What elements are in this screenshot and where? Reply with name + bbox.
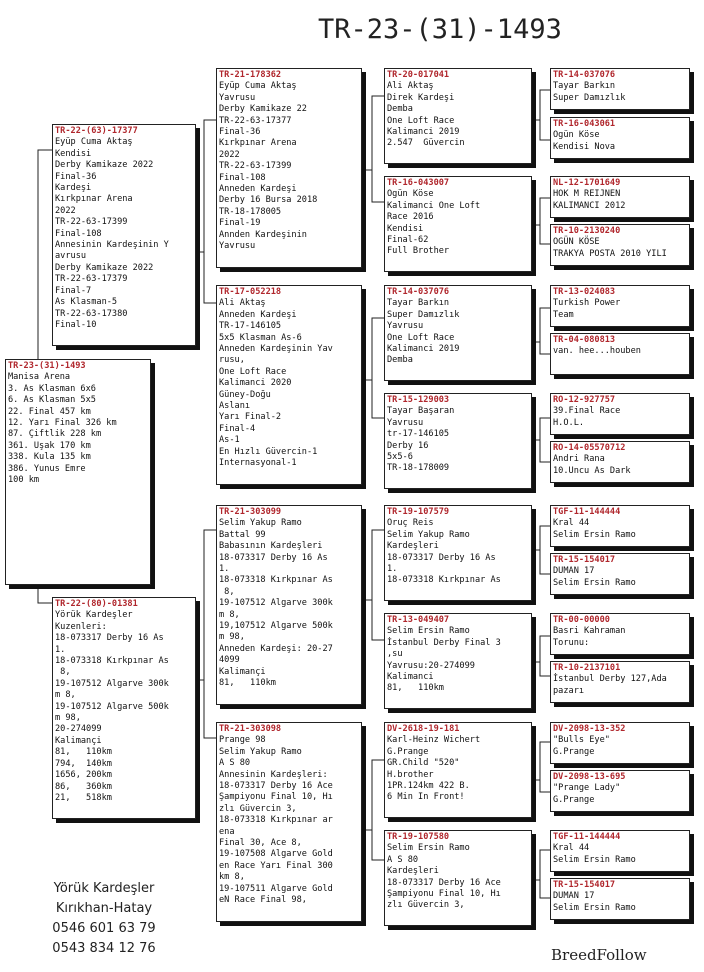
note-line: TR-18-178005 <box>219 206 282 217</box>
gg-grandparent-card-14[interactable] <box>550 770 690 812</box>
breeder-contact <box>44 879 164 959</box>
note-line: Manisa Arena <box>8 372 71 383</box>
note-line: Turkish Power <box>553 298 621 309</box>
note-line: Kendisi <box>55 148 92 159</box>
note-line: Kalimançi <box>55 735 102 746</box>
note-line: 18-073317 Derby 16 As <box>219 552 328 563</box>
note-line: Full Brother <box>387 246 450 257</box>
gg-grandparent-card-16[interactable] <box>550 878 690 920</box>
note-line: Ali Aktaş <box>219 298 266 309</box>
note-line: Final 30, Ace 8, <box>219 838 302 849</box>
note-line: Derby 16 <box>387 440 429 451</box>
note-line: Ogün Köse <box>553 130 600 141</box>
note-line: avrusu <box>55 251 87 262</box>
great-grandparent-card-8[interactable] <box>384 830 532 926</box>
note-line: Aslanı <box>219 401 251 412</box>
note-line: 19-107512 Algarve 300k <box>219 598 333 609</box>
ring-number: TR-23-(31)-1493 <box>8 361 86 371</box>
sire-sire-card[interactable] <box>216 68 362 268</box>
note-line: G.Prange <box>387 746 429 757</box>
note-line: m 98, <box>55 713 81 724</box>
note-line: Super Damızlık <box>553 92 626 103</box>
ring-number: TR-20-017041 <box>387 70 450 80</box>
note-line: Final-62 <box>387 235 429 246</box>
note-line: Kardeşleri <box>387 541 439 552</box>
gg-grandparent-card-2[interactable] <box>550 117 690 159</box>
note-line: Kalimançi <box>219 666 266 677</box>
note-line: km 8, <box>219 872 245 883</box>
note-line: en Race Yarı Final 300 <box>219 860 333 871</box>
ring-number: TR-16-043061 <box>553 119 616 129</box>
note-line: Anneden Kardeşi <box>219 184 297 195</box>
gg-grandparent-card-1[interactable] <box>550 68 690 110</box>
great-grandparent-card-3[interactable] <box>384 285 532 381</box>
note-line: KALIMANCI 2012 <box>553 200 626 211</box>
card-notes <box>553 81 687 104</box>
note-line: Kalimanci <box>387 672 434 683</box>
note-line: 18-073318 Kırkpınar As <box>387 575 501 586</box>
card-notes <box>553 626 687 649</box>
note-line: Selim Yakup Ramo <box>219 518 302 529</box>
card-notes <box>387 189 529 257</box>
note-line: Final-36 <box>219 127 261 138</box>
note-line: Final-19 <box>219 218 261 229</box>
dam-sire-card[interactable] <box>216 505 362 705</box>
note-line: Selim Ersin Ramo <box>553 529 636 540</box>
note-line: Tayar Barkın <box>553 81 616 92</box>
card-notes <box>387 406 529 474</box>
card-notes <box>553 298 687 321</box>
ring-number: NL-12-1701649 <box>553 178 621 188</box>
note-line: TR-22-63-17380 <box>55 308 128 319</box>
breeder-name: Yörük Kardeşler <box>53 881 155 896</box>
note-line: 100 km <box>8 475 40 486</box>
note-line: Derby Kamikaze 22 <box>219 104 307 115</box>
note-line: Kral 44 <box>553 518 590 529</box>
card-notes <box>553 843 687 866</box>
card-notes <box>553 518 687 541</box>
card-notes <box>553 735 687 758</box>
note-line: 6. As Klasman 5x5 <box>8 395 96 406</box>
note-line: Kırkpınar Arena <box>219 138 297 149</box>
great-grandparent-card-6[interactable] <box>384 613 532 709</box>
ring-number: DV-2098-13-352 <box>553 724 626 734</box>
sire-dam-card[interactable] <box>216 285 362 485</box>
note-line: eN Race Final 98, <box>219 895 307 906</box>
note-line: As Klasman-5 <box>55 297 118 308</box>
note-line: TR-22-63-17399 <box>219 161 292 172</box>
note-line: Şampiyonu Final 10, Hı <box>387 889 501 900</box>
note-line: 22. Final 457 km <box>8 406 91 417</box>
phone-number-2: 0543 834 12 76 <box>52 941 156 956</box>
ring-number: RO-12-927757 <box>553 395 616 405</box>
note-line: A S 80 <box>387 854 419 865</box>
note-line: A S 80 <box>219 758 251 769</box>
note-line: Kalimanci 2019 <box>387 344 460 355</box>
ring-number: DV-2098-13-695 <box>553 772 626 782</box>
note-line: 6 Min In Front! <box>387 792 465 803</box>
note-line: 12. Yarı Final 326 km <box>8 418 117 429</box>
subject-card[interactable] <box>5 359 151 585</box>
note-line: 81, 110km <box>219 678 276 689</box>
card-notes <box>553 566 687 589</box>
note-line: H.O.L. <box>553 417 585 428</box>
gg-grandparent-card-15[interactable] <box>550 830 690 872</box>
note-line: Yavrusu <box>219 241 256 252</box>
note-line: Ali Aktaş <box>387 81 434 92</box>
ring-number: TR-00-00000 <box>553 615 610 625</box>
note-line: İstanbul Derby 127,Ada <box>553 674 667 685</box>
note-line: Ogün Köse <box>387 189 434 200</box>
note-line: TR-22-63-17377 <box>219 115 292 126</box>
breeder-location: Kırıkhan-Hatay <box>55 901 153 916</box>
note-line: HOK M REIJNEN <box>553 189 621 200</box>
ring-number: TR-22-(80)-01381 <box>55 599 138 609</box>
ring-number: TR-15-129003 <box>387 395 450 405</box>
card-notes <box>553 783 687 806</box>
phone-number-1: 0546 601 63 79 <box>52 921 156 936</box>
note-line: TR-22-63-17399 <box>55 217 128 228</box>
note-line: 1656, 200km <box>55 770 112 781</box>
note-line: Kuzenleri: <box>55 621 107 632</box>
note-line: 5x5-6 <box>387 452 413 463</box>
note-line: 18-073318 Kırkpınar As <box>55 656 169 667</box>
note-line: As-1 <box>219 435 240 446</box>
card-notes <box>219 81 359 252</box>
note-line: 19-107511 Algarve Gold <box>219 883 333 894</box>
ring-number: TR-10-2137101 <box>553 663 621 673</box>
note-line: Tayar Başaran <box>387 406 455 417</box>
note-line: 81, 110km <box>387 683 444 694</box>
note-line: m 8, <box>219 609 240 620</box>
note-line: DUMAN 17 <box>553 566 595 577</box>
note-line: 86, 360km <box>55 781 112 792</box>
note-line: Anneden Kardeşi <box>219 309 297 320</box>
great-grandparent-card-5[interactable] <box>384 505 532 601</box>
note-line: Kalimanci 2020 <box>219 378 292 389</box>
ring-number: TR-15-154017 <box>553 880 616 890</box>
note-line: Selim Ersin Ramo <box>553 902 636 913</box>
card-notes <box>553 891 687 914</box>
note-line: Yörük Kardeşler <box>55 610 133 621</box>
note-line: 338. Kula 135 km <box>8 452 91 463</box>
note-line: 4099 <box>219 655 240 666</box>
note-line: 8, <box>219 586 235 597</box>
note-line: Eyüp Cuma Aktaş <box>219 81 297 92</box>
ring-number: TR-15-154017 <box>553 555 616 565</box>
note-line: 20-274099 <box>55 724 102 735</box>
note-line: 10.Uncu As Dark <box>553 465 631 476</box>
note-line: m 98, <box>219 632 245 643</box>
note-line: 39.Final Race <box>553 406 621 417</box>
gg-grandparent-card-12[interactable] <box>550 661 690 703</box>
note-line: Güney-Doğu <box>219 389 271 400</box>
note-line: Final-7 <box>55 285 92 296</box>
note-line: 1PR.124km 422 B. <box>387 781 470 792</box>
note-line: Yavrusu <box>387 417 424 428</box>
ring-number: TR-04-080813 <box>553 335 616 345</box>
note-line: Yavrusu <box>219 92 256 103</box>
note-line: Selim Ersin Ramo <box>387 626 470 637</box>
note-line: Tayar Barkın <box>387 298 450 309</box>
note-line: Derby 16 Bursa 2018 <box>219 195 318 206</box>
note-line: m 8, <box>55 690 76 701</box>
ring-number: TR-21-303099 <box>219 507 282 517</box>
note-line: Andri Rana <box>553 454 605 465</box>
note-line: İstanbul Derby Final 3 <box>387 637 501 648</box>
note-line: Internasyonal-1 <box>219 458 297 469</box>
note-line: Final-10 <box>55 319 97 330</box>
ring-number: TR-14-037076 <box>553 70 616 80</box>
note-line: 1. <box>219 564 230 575</box>
note-line: Torunu: <box>553 637 590 648</box>
note-line: One Loft Race <box>387 115 455 126</box>
ring-number: TR-10-2130240 <box>553 226 621 236</box>
note-line: 2022 <box>219 149 240 160</box>
note-line: Yavrusu:20-274099 <box>387 660 475 671</box>
note-line: 18-073317 Derby 16 Ace <box>387 877 501 888</box>
note-line: Selim Ersin Ramo <box>553 854 636 865</box>
card-notes <box>387 735 529 803</box>
note-line: Demba <box>387 355 413 366</box>
dam-dam-card[interactable] <box>216 722 362 922</box>
note-line: 19-107508 Algarve Gold <box>219 849 333 860</box>
ring-number: TR-17-052218 <box>219 287 282 297</box>
card-notes <box>553 346 687 357</box>
note-line: Kırkpınar Arena <box>55 194 133 205</box>
card-notes <box>387 298 529 366</box>
note-line: Kral 44 <box>553 843 590 854</box>
note-line: Kardeşi <box>55 183 92 194</box>
note-line: 19,107512 Algarve 500k <box>219 621 333 632</box>
ring-number: TR-21-178362 <box>219 70 282 80</box>
note-line: Prange 98 <box>219 735 266 746</box>
card-notes <box>387 843 529 911</box>
note-line: 81, 110km <box>55 747 112 758</box>
gg-grandparent-card-7[interactable] <box>550 393 690 435</box>
brand-logo-text: BreedFollow <box>551 946 647 964</box>
card-notes <box>8 372 148 486</box>
gg-grandparent-card-8[interactable] <box>550 441 690 483</box>
note-line: TR-22-63-17379 <box>55 274 128 285</box>
note-line: ena <box>219 826 235 837</box>
gg-grandparent-card-6[interactable] <box>550 333 690 375</box>
note-line: OGÜN KÖSE <box>553 237 600 248</box>
note-line: Selim Yakup Ramo <box>219 746 302 757</box>
note-line: Final-4 <box>219 423 256 434</box>
note-line: One Loft Race <box>219 366 287 377</box>
note-line: 87. Çiftlik 228 km <box>8 429 102 440</box>
card-notes <box>219 735 359 906</box>
note-line: G.Prange <box>553 746 595 757</box>
note-line: 18-073318 Kırkpınar As <box>219 575 333 586</box>
card-notes <box>553 130 687 153</box>
note-line: "Bulls Eye" <box>553 735 610 746</box>
gg-grandparent-card-10[interactable] <box>550 553 690 595</box>
card-notes <box>553 189 687 212</box>
note-line: Super Damızlık <box>387 309 460 320</box>
note-line: Kardeşleri <box>387 866 439 877</box>
note-line: 386. Yunus Emre <box>8 463 86 474</box>
ring-number: TR-21-303098 <box>219 724 282 734</box>
note-line: Anneden Kardeşi: 20-27 <box>219 643 333 654</box>
note-line: 5x5 Klasman As-6 <box>219 332 302 343</box>
card-notes <box>387 81 529 149</box>
card-notes <box>553 237 687 260</box>
note-line: 18-073318 Kırkpınar ar <box>219 815 333 826</box>
ring-number: TR-22-(63)-17377 <box>55 126 138 136</box>
note-line: Direk Kardeşi <box>387 92 455 103</box>
note-line: zlı Güvercin 3, <box>219 803 297 814</box>
gg-grandparent-card-3[interactable] <box>550 176 690 218</box>
note-line: 21, 518km <box>55 792 112 803</box>
note-line: TRAKYA POSTA 2010 YILI <box>553 248 667 259</box>
note-line: Team <box>553 309 574 320</box>
note-line: Yarı Final-2 <box>219 412 282 423</box>
note-line: Kendisi <box>387 223 424 234</box>
note-line: 8, <box>55 667 71 678</box>
card-notes <box>387 626 529 694</box>
card-notes <box>553 454 687 477</box>
note-line: H.brother <box>387 769 434 780</box>
note-line: Derby Kamikaze 2022 <box>55 262 154 273</box>
card-notes <box>553 674 687 697</box>
note-line: Final-108 <box>55 228 102 239</box>
note-line: Anneden Kardeşinin Yav <box>219 344 333 355</box>
ring-number: DV-2618-19-181 <box>387 724 460 734</box>
note-line: DUMAN 17 <box>553 891 595 902</box>
note-line: Kalimanci One Loft <box>387 200 481 211</box>
note-line: 3. As Klasman 6x6 <box>8 383 96 394</box>
note-line: G.Prange <box>553 794 595 805</box>
note-line: Battal 99 <box>219 529 266 540</box>
note-line: Selim Ersin Ramo <box>553 577 636 588</box>
card-notes <box>553 406 687 429</box>
card-notes <box>387 518 529 586</box>
note-line: Şampiyonu Final 10, Hı <box>219 792 333 803</box>
note-line: Selim Yakup Ramo <box>387 529 470 540</box>
note-line: 1. <box>55 644 66 655</box>
card-notes <box>55 610 193 804</box>
ring-number: TR-19-107580 <box>387 832 450 842</box>
note-line: 361. Uşak 170 km <box>8 440 91 451</box>
great-grandparent-card-2[interactable] <box>384 176 532 272</box>
note-line: 2022 <box>55 205 76 216</box>
note-line: zlı Güvercin 3, <box>387 900 465 911</box>
note-line: van. hee...houben <box>553 346 641 357</box>
note-line: Demba <box>387 104 413 115</box>
note-line: 1. <box>387 564 398 575</box>
sire-card[interactable] <box>52 124 196 346</box>
note-line: Selim Ersin Ramo <box>387 843 470 854</box>
note-line: Eyüp Cuma Aktaş <box>55 137 133 148</box>
ring-number: TGF-11-144444 <box>553 832 621 842</box>
note-line: rusu, <box>219 355 245 366</box>
great-grandparent-card-1[interactable] <box>384 68 532 164</box>
ring-number: TR-16-043007 <box>387 178 450 188</box>
ring-number: TR-13-049407 <box>387 615 450 625</box>
pedigree-title: TR-23-(31)-1493 <box>318 14 562 45</box>
note-line: Karl-Heinz Wichert <box>387 735 481 746</box>
note-line: Oruç Reis <box>387 518 434 529</box>
gg-grandparent-card-5[interactable] <box>550 285 690 327</box>
note-line: Yavrusu <box>387 321 424 332</box>
ring-number: TR-14-037076 <box>387 287 450 297</box>
note-line: pazarı <box>553 685 585 696</box>
card-notes <box>219 518 359 689</box>
note-line: 18-073317 Derby 16 Ace <box>219 781 333 792</box>
note-line: Kalimanci 2019 <box>387 127 460 138</box>
ring-number: TGF-11-144444 <box>553 507 621 517</box>
note-line: Babasının Kardeşleri <box>219 541 323 552</box>
gg-grandparent-card-9[interactable] <box>550 505 690 547</box>
note-line: Annesinin Kardeşinin Y <box>55 240 169 251</box>
ring-number: TR-13-024083 <box>553 287 616 297</box>
note-line: 19-107512 Algarve 500k <box>55 701 169 712</box>
note-line: 18-073317 Derby 16 As <box>55 633 164 644</box>
note-line: "Prange Lady" <box>553 783 621 794</box>
great-grandparent-card-4[interactable] <box>384 393 532 489</box>
note-line: En Hızlı Güvercin-1 <box>219 446 318 457</box>
note-line: Annesinin Kardeşleri: <box>219 769 328 780</box>
note-line: TR-17-146105 <box>219 321 282 332</box>
note-line: Final-36 <box>55 171 97 182</box>
great-grandparent-card-7[interactable] <box>384 722 532 818</box>
note-line: Final-108 <box>219 172 266 183</box>
card-notes <box>55 137 193 331</box>
gg-grandparent-card-13[interactable] <box>550 722 690 764</box>
note-line: Basri Kahraman <box>553 626 626 637</box>
ring-number: RO-14-05570712 <box>553 443 626 453</box>
card-notes <box>219 298 359 469</box>
note-line: TR-18-178009 <box>387 463 450 474</box>
gg-grandparent-card-11[interactable] <box>550 613 690 655</box>
note-line: Kendisi Nova <box>553 141 616 152</box>
note-line: 19-107512 Algarve 300k <box>55 678 169 689</box>
dam-card[interactable] <box>52 597 196 819</box>
note-line: GR.Child "520" <box>387 758 460 769</box>
note-line: ,su <box>387 649 403 660</box>
note-line: tr-17-146105 <box>387 429 450 440</box>
note-line: One Loft Race <box>387 332 455 343</box>
note-line: Derby Kamikaze 2022 <box>55 160 154 171</box>
note-line: 794, 140km <box>55 758 112 769</box>
gg-grandparent-card-4[interactable] <box>550 224 690 266</box>
ring-number: TR-19-107579 <box>387 507 450 517</box>
note-line: Annden Kardeşinin <box>219 229 307 240</box>
note-line: Race 2016 <box>387 212 434 223</box>
note-line: 18-073317 Derby 16 As <box>387 552 496 563</box>
note-line: 2.547 Güvercin <box>387 138 465 149</box>
